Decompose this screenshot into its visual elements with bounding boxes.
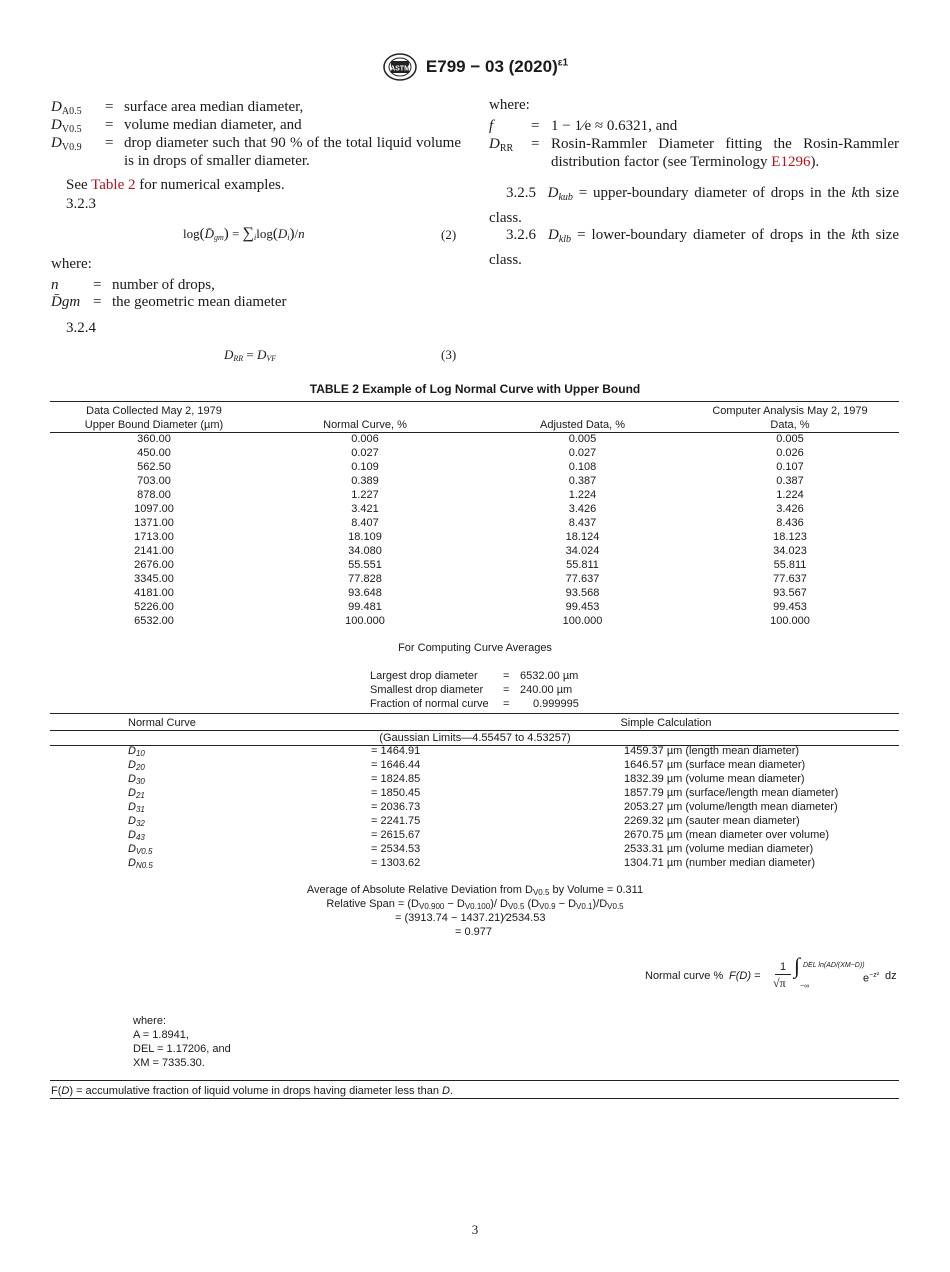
param-xm: XM = 7335.30. xyxy=(133,1057,205,1069)
mean-value: = 2036.73 xyxy=(371,801,421,813)
equation-2-number: (2) xyxy=(441,227,457,242)
limit-eq: = xyxy=(503,684,510,696)
normal-curve-heading: Normal Curve xyxy=(128,717,196,729)
table-cell: 0.005 xyxy=(776,433,804,445)
table-cell: 3345.00 xyxy=(134,573,174,585)
param-del: DEL = 1.17206, and xyxy=(133,1043,231,1055)
means-top-rule xyxy=(50,713,899,714)
definition-row: $D_{RR}$ = Rosin-Rammler Diameter fitting the Rosin-Rammler distribution factor (see Terminology E1296). xyxy=(489,136,899,170)
simple-calc-value: 2670.75 µm (mean diameter over volume) xyxy=(624,829,830,841)
simple-calc-value: 1304.71 µm (number median diameter) xyxy=(624,857,815,869)
mean-diameter-row xyxy=(0,744,950,758)
equation-2: log(D̄gm) = ∑ilog(Di)/n xyxy=(183,225,305,242)
averages-title: For Computing Curve Averages xyxy=(398,642,552,654)
table-row xyxy=(0,432,950,446)
table-cell: 6532.00 xyxy=(134,615,174,627)
table-cell: 99.453 xyxy=(773,601,807,613)
collected-date: Data Collected May 2, 1979 xyxy=(86,405,222,417)
table-cell: 703.00 xyxy=(137,475,171,487)
mean-value: = 1824.85 xyxy=(371,773,421,785)
table-cell: 93.648 xyxy=(348,587,382,599)
definition-row: f = 1 − 1⁄e ≈ 0.6321, and xyxy=(489,118,678,134)
table-cell: 1713.00 xyxy=(134,531,174,543)
table-cell: 99.453 xyxy=(565,601,600,613)
column-header: Upper Bound Diameter (µm) xyxy=(84,419,224,431)
table-header-row xyxy=(0,404,950,418)
table-cell: 0.387 xyxy=(776,475,804,487)
table-row xyxy=(0,600,950,614)
section-3-2-3: 3.2.3 xyxy=(66,196,96,212)
mean-symbol: DV0.5 xyxy=(128,843,153,856)
table-cell: 3.421 xyxy=(351,503,379,515)
column-header: Normal Curve, % xyxy=(323,419,407,431)
mean-value: = 2615.67 xyxy=(371,829,421,841)
table-cell: 18.109 xyxy=(348,531,382,543)
analysis-date: Computer Analysis May 2, 1979 xyxy=(712,405,868,417)
document-designation: E799 − 03 $(2020)^{\varepsilon 1}$ xyxy=(425,57,569,76)
column-header: Data, % xyxy=(770,419,810,431)
limit-eq: = xyxy=(503,698,510,710)
table-cell: 77.637 xyxy=(565,573,600,585)
simple-calc-value: 1646.57 µm (surface mean diameter) xyxy=(624,759,806,771)
where-label: where: xyxy=(489,97,530,113)
table-cell: 1097.00 xyxy=(134,503,174,515)
table-row xyxy=(0,502,950,516)
mean-diameter-row xyxy=(0,814,950,828)
table-cell: 77.828 xyxy=(348,573,382,585)
table-cell: 100.000 xyxy=(562,615,603,627)
definition-row: $D_{A0.5}$ = surface area median diameter, xyxy=(51,99,304,117)
simple-calc-value: 2053.27 µm (volume/length mean diameter) xyxy=(624,801,838,813)
mean-diameter-row xyxy=(0,842,950,856)
table-cell: 1.224 xyxy=(776,489,804,501)
section-3-2-5: 3.2.5 $D_{kub}$ = upper-boundary diameter of drops in the kth size class. xyxy=(489,185,899,226)
table-row xyxy=(0,614,950,628)
table-footnote: F(D) = accumulative fraction of liquid volume in drops having diameter less than D. xyxy=(51,1085,454,1097)
table-cell: 360.00 xyxy=(137,433,171,445)
table-cell: 93.568 xyxy=(565,587,600,599)
table-cell: 0.005 xyxy=(568,433,597,445)
definition-row: $D_{V0.9}$ = drop diameter such that 90 % of the total liquid volume is in drops of smaller diameter. xyxy=(51,135,461,169)
column-header: Adjusted Data, % xyxy=(540,419,625,431)
limit-label: Fraction of normal curve xyxy=(370,698,489,710)
table-cell: 18.124 xyxy=(565,531,600,543)
svg-text:ASTM: ASTM xyxy=(389,65,410,73)
limit-label: Smallest drop diameter xyxy=(370,684,484,696)
page-header xyxy=(0,52,950,82)
table-row xyxy=(0,558,950,572)
table-cell: 0.387 xyxy=(568,475,597,487)
params-where: where: xyxy=(133,1015,167,1027)
table-cell: 55.811 xyxy=(566,559,599,571)
limit-value: 240.00 µm xyxy=(520,684,573,696)
column-header-row xyxy=(0,418,950,432)
mean-symbol: D30 xyxy=(128,773,145,786)
table-cell: 0.006 xyxy=(351,433,379,445)
mean-diameter-row xyxy=(0,786,950,800)
table-cell: 99.481 xyxy=(348,601,382,613)
table-cell: 100.000 xyxy=(345,615,385,627)
avg-deviation: Average of Absolute Relative Deviation from DV0.5 by Volume = 0.311 xyxy=(306,884,644,897)
mean-symbol: D21 xyxy=(128,787,145,800)
gaussian-limits: (Gaussian Limits—4.55457 to 4.53257) xyxy=(379,732,571,744)
mean-symbol: D32 xyxy=(128,815,145,828)
table-title: TABLE 2 Example of Log Normal Curve with Upper Bound xyxy=(309,382,641,396)
astm-logo-icon xyxy=(382,52,418,82)
table-cell: 0.108 xyxy=(568,461,597,473)
table-cell: 34.023 xyxy=(773,545,807,557)
mean-symbol: D31 xyxy=(128,801,145,814)
definition-row: n = number of drops, xyxy=(51,277,215,293)
table-cell: 450.00 xyxy=(137,447,171,459)
table-top-rule xyxy=(50,401,899,402)
table-cell: 878.00 xyxy=(137,489,171,501)
table-row xyxy=(0,544,950,558)
mean-value: = 2534.53 xyxy=(371,843,421,855)
simple-calc-value: 2269.32 µm (sauter mean diameter) xyxy=(624,815,800,827)
equation-3-number: (3) xyxy=(441,347,457,362)
mean-diameter-row xyxy=(0,856,950,870)
mean-diameter-row xyxy=(0,758,950,772)
simple-calc-value: 1459.37 µm (length mean diameter) xyxy=(624,745,800,757)
definition-row: D̄gm = the geometric mean diameter xyxy=(51,294,287,310)
table-cell: 0.027 xyxy=(568,447,597,459)
limit-value: 0.999995 xyxy=(533,698,579,710)
mean-symbol: D10 xyxy=(128,745,145,758)
where-label: where: xyxy=(51,256,92,272)
table-cell: 1.227 xyxy=(351,489,379,501)
normal-curve-formula: Normal curve % F(D) = 1 √π ∫ DEL ln(AD/(XM−D)) −∞ $e^{-z^2}$ dz xyxy=(645,953,897,990)
table-cell: 8.437 xyxy=(568,517,597,529)
table-cell: 0.027 xyxy=(351,447,379,459)
table-cell: 2141.00 xyxy=(134,545,174,557)
table-row xyxy=(0,516,950,530)
table-cell: 1.224 xyxy=(568,489,597,501)
table-cell: 3.426 xyxy=(776,503,804,515)
limit-label: Largest drop diameter xyxy=(370,670,478,682)
table-cell: 77.637 xyxy=(773,573,807,585)
table-cell: 5226.00 xyxy=(134,601,174,613)
table-cell: 4181.00 xyxy=(134,587,174,599)
mean-symbol: D43 xyxy=(128,829,145,842)
table-cell: 8.407 xyxy=(351,517,379,529)
e1296-link[interactable]: E1296 xyxy=(771,154,811,170)
simple-calc-value: 1857.79 µm (surface/length mean diameter) xyxy=(624,787,839,799)
table-cell: 93.567 xyxy=(773,587,807,599)
param-a: A = 1.8941, xyxy=(133,1029,189,1041)
mean-value: = 2241.75 xyxy=(371,815,421,827)
span-result: = 0.977 xyxy=(455,926,493,938)
footnote-top-rule xyxy=(50,1080,899,1081)
table-cell: 100.000 xyxy=(770,615,810,627)
table-cell: 34.080 xyxy=(348,545,382,557)
table-cell: 2676.00 xyxy=(134,559,174,571)
limit-value: 6532.00 µm xyxy=(520,670,579,682)
table-cell: 8.436 xyxy=(776,517,804,529)
table-row xyxy=(0,488,950,502)
table-cell: 55.811 xyxy=(773,559,807,571)
mean-value: = 1303.62 xyxy=(371,857,421,869)
mean-value: = 1464.91 xyxy=(371,745,421,757)
mean-symbol: DN0.5 xyxy=(128,857,153,870)
definition-row: $D_{V0.5}$ = volume median diameter, and xyxy=(51,117,302,135)
section-3-2-4: 3.2.4 xyxy=(66,320,96,336)
page-number: 3 xyxy=(471,1222,479,1237)
span-calculation: = (3913.74 − 1437.21)⁄2534.53 xyxy=(395,912,546,924)
section-3-2-6: 3.2.6 $D_{klb}$ = lower-boundary diameter of drops in the kth size class. xyxy=(489,227,899,268)
equation-3: DRR = DVF xyxy=(224,347,277,363)
simple-calc-value: 1832.39 µm (volume mean diameter) xyxy=(624,773,805,785)
table-cell: 34.024 xyxy=(565,545,600,557)
table-cell: 1371.00 xyxy=(134,517,174,529)
table-row xyxy=(0,474,950,488)
table-row xyxy=(0,586,950,600)
table-cell: 562.50 xyxy=(137,461,171,473)
table-cell: 55.551 xyxy=(348,559,382,571)
relative-span: Relative Span = (DV0.900 − DV0.100)/ DV0.5 (DV0.9 − DV0.1)/DV0.5 xyxy=(326,898,624,911)
table-row xyxy=(0,446,950,460)
table-2-link[interactable]: Table 2 xyxy=(91,177,136,193)
table-bottom-rule xyxy=(50,1098,899,1099)
see-table-paragraph: See Table 2 for numerical examples. xyxy=(66,177,285,193)
table-cell: 3.426 xyxy=(568,503,597,515)
table-row xyxy=(0,460,950,474)
table-row xyxy=(0,530,950,544)
table-cell: 18.123 xyxy=(773,531,807,543)
mean-value: = 1850.45 xyxy=(371,787,421,799)
mean-diameter-row xyxy=(0,828,950,842)
mean-value: = 1646.44 xyxy=(371,759,421,771)
simple-calc-value: 2533.31 µm (volume median diameter) xyxy=(624,843,814,855)
mean-symbol: D20 xyxy=(128,759,145,772)
limit-eq: = xyxy=(503,670,510,682)
mean-diameter-row xyxy=(0,800,950,814)
table-cell: 0.389 xyxy=(351,475,379,487)
mean-diameter-row xyxy=(0,772,950,786)
simple-calc-heading: Simple Calculation xyxy=(620,717,712,729)
table-cell: 0.026 xyxy=(776,447,804,459)
table-cell: 0.109 xyxy=(351,461,379,473)
table-row xyxy=(0,572,950,586)
table-cell: 0.107 xyxy=(776,461,804,473)
